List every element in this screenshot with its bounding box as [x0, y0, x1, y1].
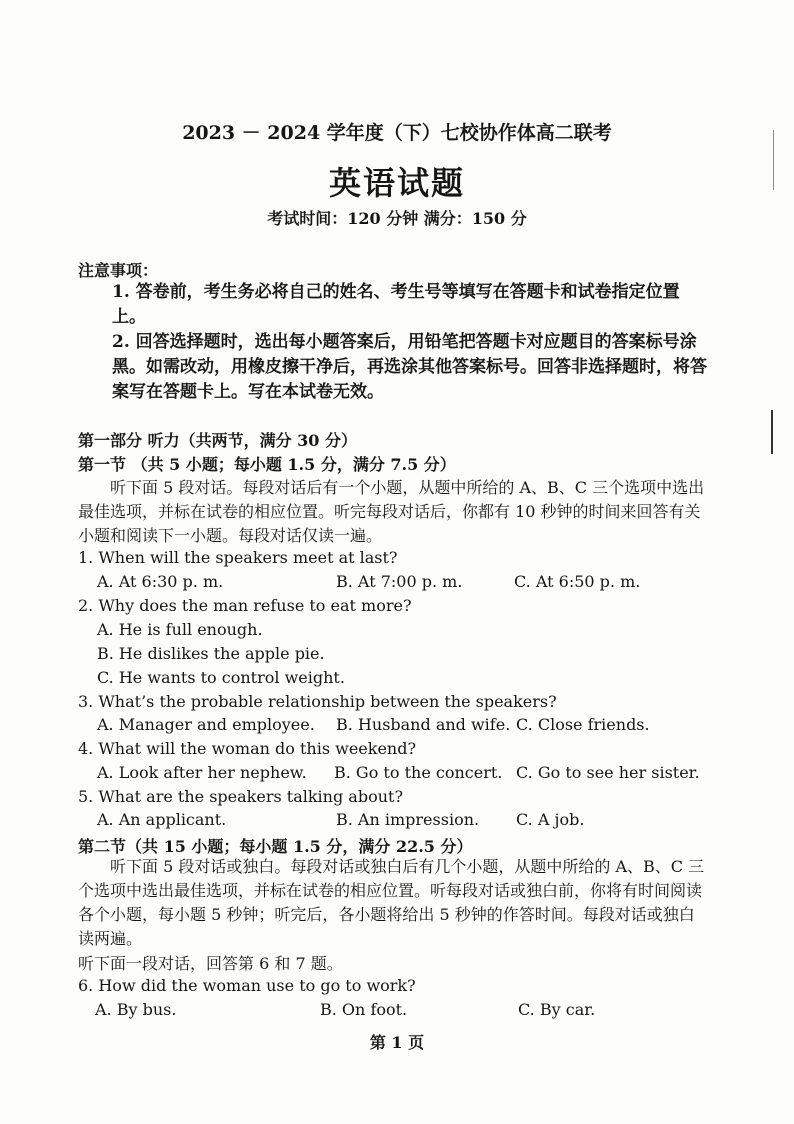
part1-title: 第一部分 听力（共两节，满分 30 分）	[78, 431, 357, 450]
notice-item: 2. 回答选择题时，选出每小题答案后，用铅笔把答题卡对应题目的答案标号涂黑。如需改动，用橡皮擦干净后，再选涂其他答案标号。回答非选择题时，将答案写在答题卡上。写在本试卷无效。	[112, 332, 707, 402]
option-b: B. An impression.	[336, 810, 480, 829]
option-a: A. Look after her nephew.	[97, 763, 307, 782]
section2-title: 第二节（共 15 小题；每小题 1.5 分，满分 22.5 分）	[78, 837, 473, 856]
option-c: C. He wants to control weight.	[97, 668, 345, 687]
question-stem: 4. What will the woman do this weekend?	[78, 739, 417, 758]
section1-title: 第一节 （共 5 小题；每小题 1.5 分，满分 7.5 分）	[78, 455, 456, 474]
notice-item: 1. 答卷前，考生务必将自己的姓名、考生号等填写在答题卡和试卷指定位置上。	[112, 282, 680, 327]
question-stem: 5. What are the speakers talking about?	[78, 787, 404, 806]
option-b: B. Husband and wife.	[336, 715, 511, 734]
option-c: C. A job.	[516, 810, 585, 829]
option-c: C. Close friends.	[516, 715, 650, 734]
option-c: C. At 6:50 p. m.	[514, 572, 641, 591]
question-stem: 1. When will the speakers meet at last?	[78, 548, 398, 567]
notice-heading: 注意事项：	[78, 261, 159, 280]
option-a: A. An applicant.	[97, 810, 227, 829]
question-stem: 6. How did the woman use to go to work?	[78, 976, 416, 995]
option-c: C. By car.	[518, 1000, 596, 1019]
option-b: B. At 7:00 p. m.	[336, 572, 463, 591]
page-number: 第 1 页	[369, 1033, 425, 1052]
question-stem: 3. What’s the probable relationship between the speakers?	[78, 692, 557, 711]
section1-instructions: 听下面 5 段对话。每段对话后有一个小题，从题中所给的 A、B、C 三个选项中选出最佳选项，并标在试卷的相应位置。听完每段对话后，你都有 10 秒钟的时间来回答有关小题和阅读下一小题。每段对话仅读一遍。	[78, 478, 705, 545]
option-a: A. At 6:30 p. m.	[97, 572, 224, 591]
option-c: C. Go to see her sister.	[516, 763, 700, 782]
option-a: A. Manager and employee.	[97, 715, 315, 734]
scan-mark	[771, 410, 773, 454]
option-b: B. On foot.	[320, 1000, 408, 1019]
option-b: B. Go to the concert.	[334, 763, 503, 782]
sub-instruction: 听下面一段对话，回答第 6 和 7 题。	[78, 954, 343, 973]
option-b: B. He dislikes the apple pie.	[97, 644, 325, 663]
exam-header-title: 2023 － 2024 学年度（下）七校协作体高二联考	[182, 122, 612, 144]
exam-info: 考试时间：120 分钟 满分：150 分	[267, 209, 527, 228]
option-a: A. He is full enough.	[97, 620, 263, 639]
option-a: A. By bus.	[95, 1000, 177, 1019]
section2-instructions: 听下面 5 段对话或独白。每段对话或独白后有几个小题，从题中所给的 A、B、C 三个选项中选出最佳选项，并标在试卷的相应位置。听每段对话或独白前，你将有时间阅读各个小题，每小题 5 秒钟；听完后，各小题将给出 5 秒钟的作答时间。每段对话或独白读两遍。	[78, 857, 705, 948]
question-stem: 2. Why does the man refuse to eat more?	[78, 596, 412, 615]
subject-title: 英语试题	[328, 164, 465, 202]
